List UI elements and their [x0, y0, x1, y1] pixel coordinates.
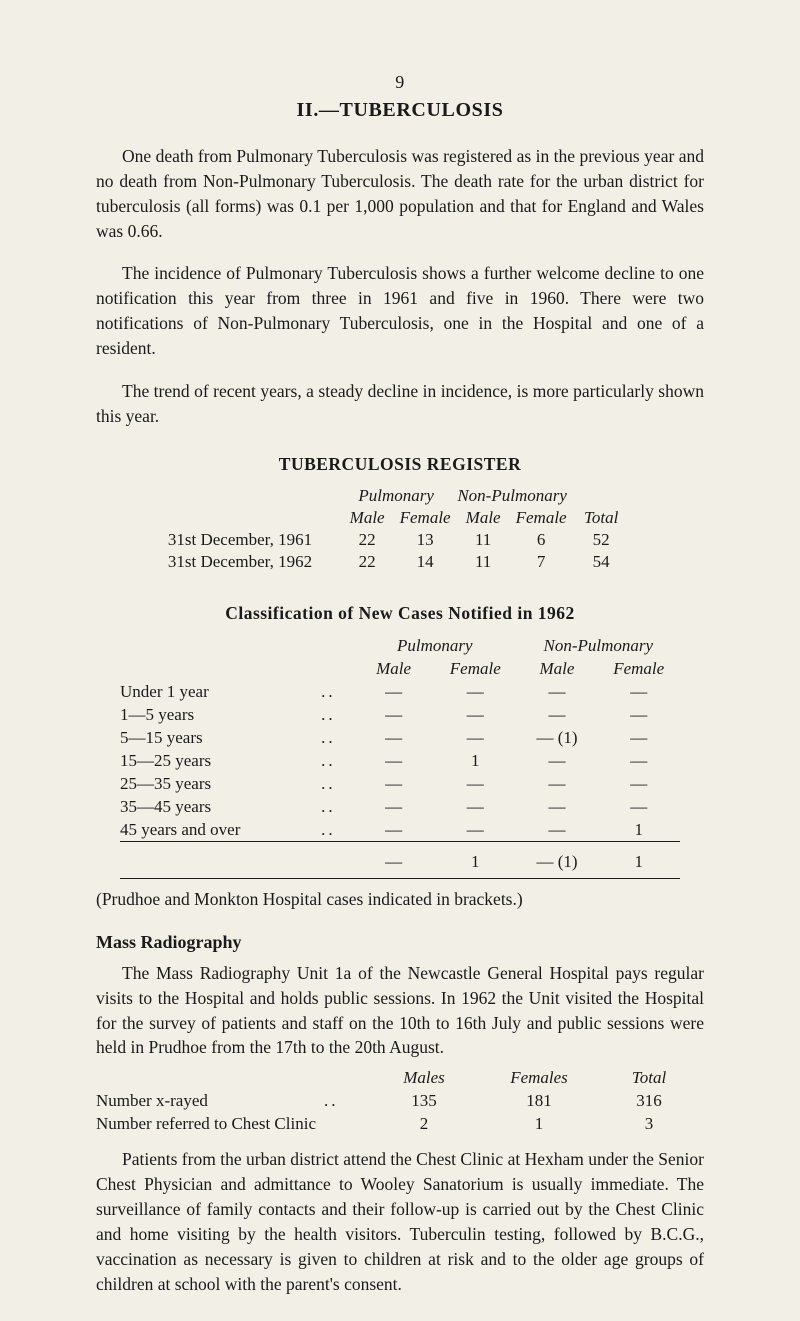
cls-row-dots-4: ..: [321, 773, 336, 793]
classification-title: Classification of New Cases Notified in 1962: [225, 603, 575, 624]
cls-cell-0-0: —: [385, 681, 403, 701]
classification-caption: (Prudhoe and Monkton Hospital cases indicated in brackets.): [96, 888, 523, 909]
intro-paragraph-1: One death from Pulmonary Tuberculosis was registered as in the previous year and no death from Non-Pulmonary Tuberculosis. The death rate for the urban district for tuberculosis (all forms) was 0.1 per 1,000 population and that for England and Wales was 0.66.: [96, 146, 704, 241]
cls-cell-6-3: 1: [634, 819, 643, 839]
register-row-label-1: 31st December, 1962: [167, 552, 313, 572]
cls-col-nonpulm-male: Male: [539, 658, 575, 678]
page-number: 9: [395, 72, 405, 92]
mass-cell-0-0: 135: [411, 1090, 437, 1110]
register-cell-1-2: 11: [474, 552, 492, 572]
mass-row-label-0: Number x-rayed: [96, 1090, 208, 1110]
mass-radiography-table: [96, 1066, 704, 1135]
intro-paragraph-2: The incidence of Pulmonary Tuberculosis shows a further welcome decline to one notification this year from three in 1961 and five in 1960. There were two notifications of Non-Pulmonary Tuberculosis, one in the Hospital and one of a resident.: [96, 263, 704, 358]
cls-row-dots-0: ..: [321, 681, 336, 701]
mass-cell-1-2: 3: [644, 1113, 654, 1133]
cls-row-label-3: 15—25 years: [120, 750, 212, 770]
cls-cell-3-3: —: [630, 750, 648, 770]
mass-col-males: Males: [403, 1067, 445, 1087]
mass-radiography-paragraph-2: Patients from the urban district attend the Chest Clinic at Hexham under the Senior Chest Physician and admittance to Wooley Sanatorium is usually immediate. The surveillance of family contacts and their follow-up is carried out by the Chest Clinic and home visiting by the health visitors. Tuberculin testing, followed by B.C.G., vaccination as necessary is given to children at risk and to the older age groups of children at school with the parent's consent.: [96, 1149, 704, 1294]
cls-total-3: 1: [634, 852, 643, 872]
intro-paragraph-3: The trend of recent years, a steady decline in incidence, is more particularly shown this year.: [96, 380, 704, 426]
cls-totals-dots: [321, 846, 353, 874]
mass-cell-1-0: 2: [419, 1113, 429, 1133]
cls-cell-2-0: —: [385, 727, 403, 747]
table-row: [168, 529, 632, 551]
register-group-pulmonary: Pulmonary: [358, 486, 434, 506]
cls-group-nonpulmonary: Non-Pulmonary: [543, 635, 654, 655]
mass-row-dots-0: ..: [324, 1090, 339, 1110]
cls-cell-3-2: —: [548, 750, 566, 770]
register-cell-0-3: 6: [536, 530, 546, 550]
tuberculosis-register-title: TUBERCULOSIS REGISTER: [278, 454, 522, 475]
table-row: [96, 1089, 704, 1112]
cls-empty-cell-2: [120, 657, 321, 680]
mass-cell-0-1: 181: [526, 1090, 552, 1110]
register-cell-0-4: 52: [592, 530, 610, 550]
cls-cell-0-2: —: [548, 681, 566, 701]
register-cell-0-1: 13: [416, 530, 434, 550]
register-group-header-row: [168, 485, 632, 507]
cls-cell-2-2: — (1): [536, 727, 578, 747]
register-row-label-0: 31st December, 1961: [167, 530, 313, 550]
cls-col-nonpulm-female: Female: [613, 658, 665, 678]
cls-col-pulm-male: Male: [376, 658, 412, 678]
table-row: [120, 703, 680, 726]
table-row: [96, 1112, 704, 1135]
register-col-nonpulm-female: Female: [515, 508, 567, 528]
mass-empty-dots: [324, 1066, 364, 1089]
cls-cell-5-1: —: [466, 796, 484, 816]
cls-row-label-2: 5—15 years: [120, 727, 203, 747]
register-cell-1-4: 54: [592, 552, 610, 572]
cls-cell-4-1: —: [466, 773, 484, 793]
cls-row-dots-6: ..: [321, 819, 336, 839]
cls-cell-4-3: —: [630, 773, 648, 793]
cls-cell-6-0: —: [385, 819, 403, 839]
cls-cell-2-1: —: [466, 727, 484, 747]
cls-empty-cell: [120, 634, 321, 657]
classification-rule-bottom: [120, 874, 680, 879]
cls-row-label-1: 1—5 years: [120, 704, 195, 724]
cls-group-pulmonary: Pulmonary: [397, 635, 473, 655]
mass-col-total: Total: [631, 1067, 667, 1087]
cls-row-label-6: 45 years and over: [120, 819, 241, 839]
register-group-blank: [570, 485, 632, 507]
cls-empty-dots: [321, 634, 353, 657]
cls-total-1: 1: [471, 852, 480, 872]
mass-radiography-heading: Mass Radiography: [96, 931, 242, 952]
table-row: [120, 795, 680, 818]
mass-empty-cell: [96, 1066, 324, 1089]
cls-cell-1-0: —: [385, 704, 403, 724]
cls-cell-5-3: —: [630, 796, 648, 816]
cls-row-dots-1: ..: [321, 704, 336, 724]
cls-total-0: —: [385, 852, 403, 872]
mass-row-dots-1: [324, 1112, 364, 1135]
cls-cell-2-3: —: [630, 727, 648, 747]
register-empty-cell-2: [168, 507, 338, 529]
cls-row-dots-3: ..: [321, 750, 336, 770]
cls-cell-6-1: —: [466, 819, 484, 839]
cls-cell-1-2: —: [548, 704, 566, 724]
mass-col-females: Females: [510, 1067, 568, 1087]
register-column-header-row: [168, 507, 632, 529]
cls-cell-3-0: —: [385, 750, 403, 770]
register-cell-1-1: 14: [416, 552, 434, 572]
table-row: [120, 726, 680, 749]
cls-cell-0-1: —: [466, 681, 484, 701]
register-group-nonpulmonary: Non-Pulmonary: [457, 486, 567, 506]
section-title: II.—TUBERCULOSIS: [296, 99, 504, 121]
table-row: [120, 680, 680, 703]
mass-cell-1-1: 1: [534, 1113, 544, 1133]
table-row: [120, 818, 680, 842]
register-col-pulm-male: Male: [349, 508, 385, 528]
cls-row-label-0: Under 1 year: [120, 681, 209, 701]
register-cell-0-0: 22: [358, 530, 376, 550]
register-col-pulm-female: Female: [399, 508, 451, 528]
table-row: [120, 749, 680, 772]
mass-row-label-1: Number referred to Chest Clinic: [96, 1113, 316, 1133]
page-content: [96, 72, 704, 1296]
cls-cell-4-0: —: [385, 773, 403, 793]
table-row: [168, 551, 632, 573]
cls-row-dots-5: ..: [321, 796, 336, 816]
classification-column-header-row: [120, 657, 680, 680]
cls-cell-0-3: —: [630, 681, 648, 701]
cls-totals-label: [120, 846, 321, 874]
register-col-nonpulm-male: Male: [465, 508, 501, 528]
register-empty-cell: [168, 485, 338, 507]
classification-group-header-row: [120, 634, 680, 657]
cls-row-label-5: 35—45 years: [120, 796, 212, 816]
classification-table: [120, 634, 680, 879]
cls-cell-5-0: —: [385, 796, 403, 816]
cls-cell-5-2: —: [548, 796, 566, 816]
classification-totals-row: [120, 846, 680, 874]
cls-cell-3-1: 1: [471, 750, 480, 770]
cls-total-2: — (1): [536, 852, 578, 872]
cls-col-pulm-female: Female: [449, 658, 501, 678]
mass-radiography-paragraph-1: The Mass Radiography Unit 1a of the Newcastle General Hospital pays regular visits to the Hospital and holds public sessions. In 1962 the Unit visited the Hospital for the survey of patients and staff on the 10th to 16th July and public sessions were held in Prudhoe from the 17th to the 20th August.: [96, 962, 704, 1058]
cls-cell-1-3: —: [630, 704, 648, 724]
register-cell-0-2: 11: [474, 530, 492, 550]
cls-cell-1-1: —: [466, 704, 484, 724]
register-cell-1-3: 7: [536, 552, 546, 572]
register-col-total: Total: [583, 508, 619, 528]
cls-row-label-4: 25—35 years: [120, 773, 212, 793]
cls-row-dots-2: ..: [321, 727, 336, 747]
mass-cell-0-2: 316: [636, 1090, 662, 1110]
table-row: [120, 772, 680, 795]
mass-header-row: [96, 1066, 704, 1089]
tuberculosis-register-table: [168, 485, 632, 573]
register-cell-1-0: 22: [358, 552, 376, 572]
cls-cell-4-2: —: [548, 773, 566, 793]
cls-cell-6-2: —: [548, 819, 566, 839]
cls-empty-dots-2: [321, 657, 353, 680]
